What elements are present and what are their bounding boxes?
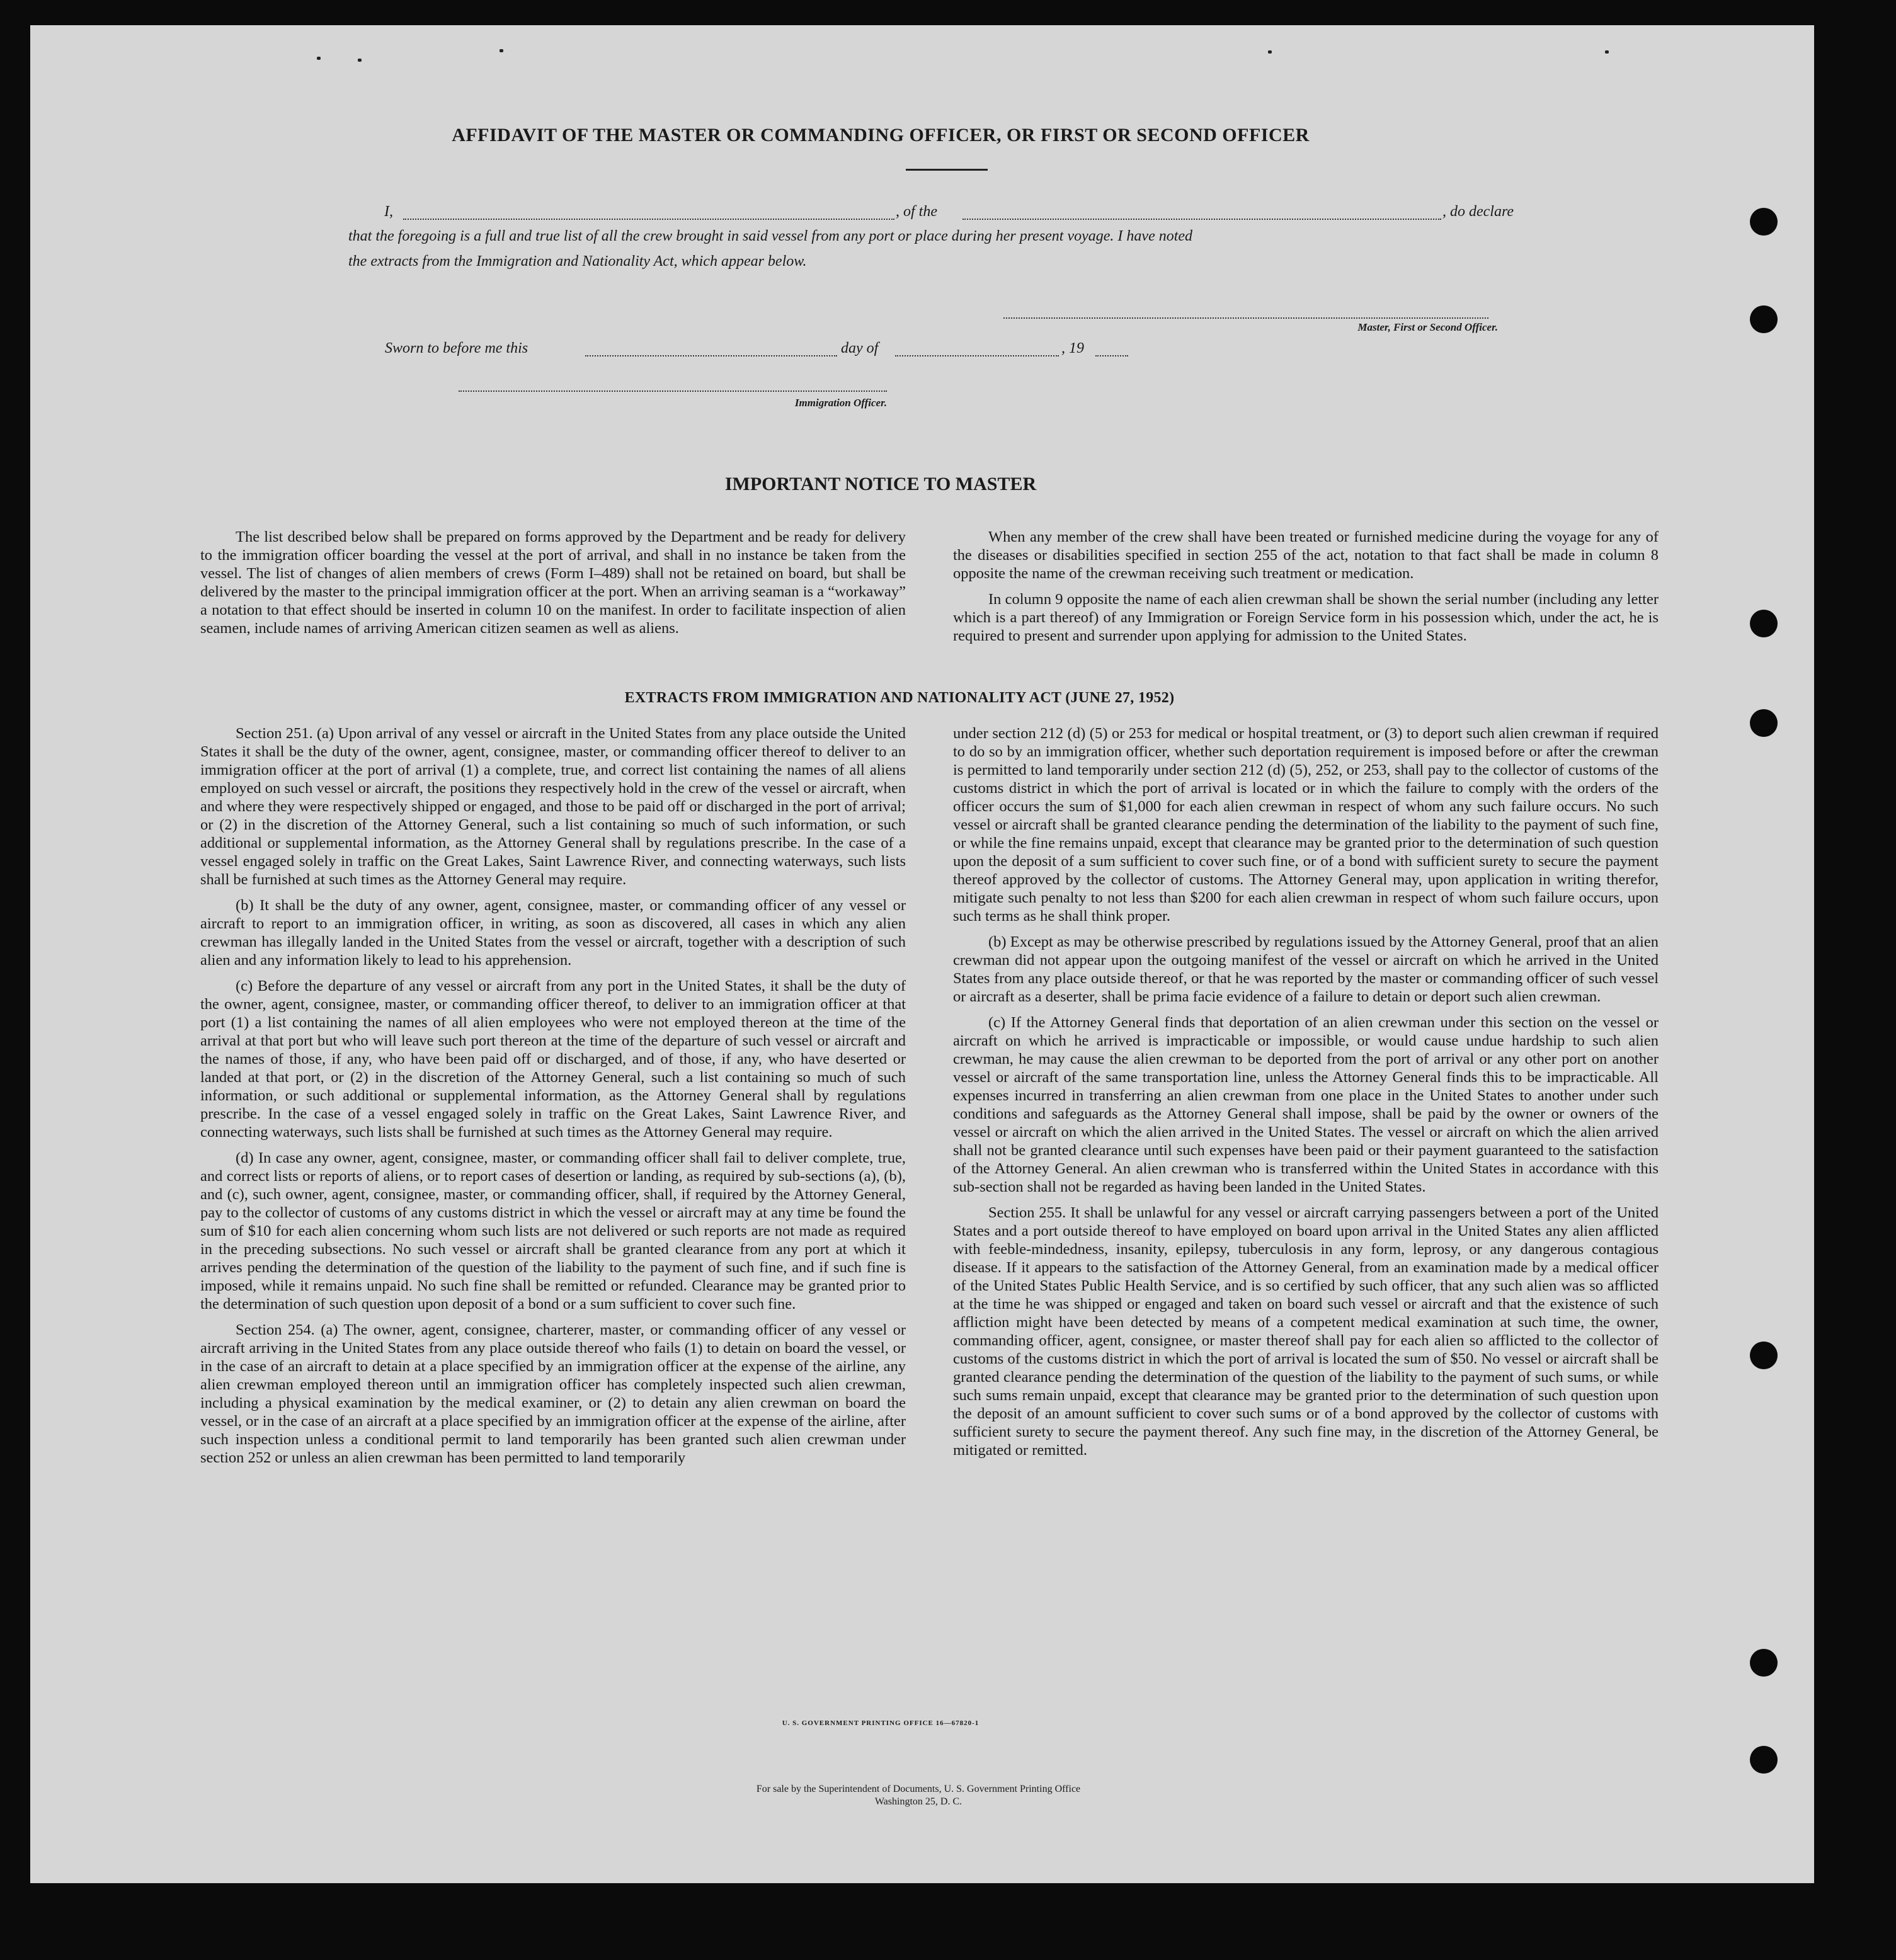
title-underline — [906, 169, 988, 171]
section-254-a: Section 254. (a) The owner, agent, consignee, charterer, master, or commanding officer of any vessel or aircraft arriving in the United States from any place outside thereof who fails (1) to detain on board the vessel, or in the case of an aircraft to detain at a place specified by an immigration officer at the expense of the airline, any alien crewman employed thereon until an immigration officer has completely inspected such alien crewman, including a physical examination by the medical examiner, or (2) to detain any alien crewman on board the vessel, or in the case of an aircraft at a place specified by an immigration officer at the expense of the airline, after such inspection unless a conditional permit to land temporarily has been granted such alien crewman under section 252 or unless an alien crewman has been permitted to land temporarily — [200, 1321, 906, 1466]
form-page — [30, 25, 1814, 1883]
notice-left-column — [200, 528, 906, 637]
section-254-b: (b) Except as may be otherwise prescribed by regulations issued by the Attorney General, proof that an alien crewman did not appear upon the outgoing manifest of the vessel or aircraft on which he arrived in the United States from any place outside thereof, or that he was reported by the master or commanding officer of such vessel or aircraft as a deserter, shall be prima facie evidence of a failure to detain or deport such alien crewman. — [953, 933, 1659, 1005]
declaration-line-3: the extracts from the Immigration and Nationality Act, which appear below. — [348, 253, 807, 270]
section-254-a-continued: under section 212 (d) (5) or 253 for medical or hospital treatment, or (3) to deport such alien crewman if required to do so by an immigration officer, whether such deportation requirement is imposed before or after the crewman is permitted to land temporarily under section 212 (d) (5), 252, or 253, shall pay to the collector of customs of the customs district in which the port of arrival is located or in which the failure to comply with the orders of the officer occurs the sum of $1,000 for each alien crewman in respect of whom any such failure occurs. No such vessel or aircraft shall be granted clearance pending the determination of the liability to the payment of such fine, or while the fine remains unpaid, except that clearance may be granted prior to the determination of such question upon the deposit of a sum sufficient to cover such fine, or of a bond with sufficient surety to secure the payment thereof approved by the collector of customs. The Attorney General may, upon application in writing therefor, mitigate such penalty to not less than $200 for each alien crewman in respect of whom such failure occurs, upon such terms as he shall think proper. — [953, 725, 1659, 925]
punch-hole — [1750, 1649, 1778, 1677]
extracts-right-column — [953, 724, 1659, 1459]
section-254-c: (c) If the Attorney General finds that deportation of an alien crewman under this section on the vessel or aircraft on which he arrived is impracticable or impossible, or would cause undue hardship to such alien crewman, he may cause the alien crewman to be deported from the port of arrival or any other port on another vessel or aircraft of the same transportation line, unless the Attorney General finds this to be impracticable. All expenses incurred in transferring an alien crewman from one place in the United States to another under such conditions and safeguards as the Attorney General shall impose, shall be paid by the owner or owners of the vessel or aircraft on which the alien arrived in the United States. The vessel or aircraft on which the alien arrived shall not be granted clearance until such expenses have been paid or their payment guaranteed to the satisfaction of the Attorney General. An alien crewman who is transferred within the United States in accordance with this sub-section shall not be regarded as having been landed in the United States. — [953, 1014, 1659, 1195]
notice-right-column — [953, 528, 1659, 645]
for-sale-line-1: For sale by the Superintendent of Documents, U. S. Government Printing Office — [756, 1784, 1081, 1794]
extracts-left-column — [200, 724, 906, 1467]
sworn-month-field[interactable] — [895, 355, 1059, 356]
master-signature-caption: Master, First or Second Officer. — [1357, 321, 1498, 333]
vessel-field[interactable] — [962, 219, 1441, 220]
master-signature-line[interactable] — [1003, 316, 1488, 319]
section-251-b: (b) It shall be the duty of any owner, agent, consignee, master, or commanding officer of any vessel or aircraft to report to an immigration officer, in writing, as soon as discovered, all cases in which any alien crewman has illegally landed in the United States from the vessel or aircraft, together with a description of such alien and any information likely to lead to his apprehension. — [200, 897, 906, 969]
punch-hole — [1750, 1342, 1778, 1369]
punch-hole — [1750, 610, 1778, 637]
extracts-title: EXTRACTS FROM IMMIGRATION AND NATIONALITY ACT (JUNE 27, 1952) — [624, 690, 1175, 706]
printing-office-mark: U. S. GOVERNMENT PRINTING OFFICE 16—67820-1 — [782, 1719, 979, 1727]
affidavit-title: AFFIDAVIT OF THE MASTER OR COMMANDING OFFICER, OR FIRST OR SECOND OFFICER — [452, 125, 1310, 145]
punch-hole — [1750, 208, 1778, 236]
immigration-officer-signature-line[interactable] — [459, 390, 887, 392]
declaration-i: I, — [384, 203, 393, 220]
punch-hole — [1750, 1746, 1778, 1774]
punch-hole — [1750, 305, 1778, 333]
notice-right-paragraph-2: In column 9 opposite the name of each alien crewman shall be shown the serial number (including any letter which is a part thereof) of any Immigration or Foreign Service form in his possession which, under the act, he is required to present and surrender upon applying for admission to the United States. — [953, 591, 1659, 644]
scan-speck — [1605, 50, 1609, 54]
scan-speck — [317, 57, 321, 60]
declaration-line-2: that the foregoing is a full and true list of all the crew brought in said vessel from any port or place during her present voyage. I have noted — [348, 228, 1193, 244]
section-251-d: (d) In case any owner, agent, consignee, master, or commanding officer shall fail to deliver complete, true, and correct lists or reports of aliens, or to report cases of desertion or landing, as required by sub-sections (a), (b), and (c), such owner, agent, consignee, master, or commanding officer, shall, if required by the Attorney General, pay to the collector of customs of any customs district in which the vessel or aircraft may at any time be found the sum of $10 for each alien concerning whom such lists are not delivered or such reports are not made as required in the preceding subsections. No such vessel or aircraft shall be granted clearance from any port at which it arrives pending the determination of the question of the liability to the payment of such fine, and if such fine is imposed, while it remains unpaid. No such fine shall be remitted or refunded. Clearance may be granted prior to the determination of such question upon deposit of a bond or a sum sufficient to cover such fine. — [200, 1149, 906, 1313]
scan-speck — [1268, 50, 1272, 54]
sworn-prefix: Sworn to before me this — [385, 340, 528, 356]
scan-speck — [500, 49, 503, 52]
notice-right-paragraph-1: When any member of the crew shall have been treated or furnished medicine during the voyage for any of the diseases or disabilities specified in section 255 of the act, notation to that fact shall be made in column 8 opposite the name of the crewman receiving such treatment or medication. — [953, 528, 1659, 582]
punch-hole — [1750, 709, 1778, 737]
declaration-line-1 — [384, 203, 1531, 224]
for-sale-line-2: Washington 25, D. C. — [874, 1796, 962, 1807]
declaration-do-declare: , do declare — [1442, 203, 1514, 220]
section-251-a: Section 251. (a) Upon arrival of any vessel or aircraft in the United States from any place outside the United States it shall be the duty of the owner, agent, consignee, master, or commanding officer thereof to deliver to an immigration officer at the port of arrival (1) a complete, true, and correct list containing the names of all aliens employed on such vessel or aircraft, the positions they respectively hold in the crew of the vessel or aircraft, when and where they were respectively shipped or engaged, and those to be paid off or discharged in the port of arrival; or (2) in the discretion of the Attorney General, such a list containing so much of such information, or such additional or supplemental information, as the Attorney General shall by regulations prescribe. In the case of a vessel engaged solely in traffic on the Great Lakes, Saint Lawrence River, and connecting waterways, such lists shall be furnished at such times as the Attorney General may require. — [200, 725, 906, 888]
scan-speck — [358, 59, 362, 62]
section-251-c: (c) Before the departure of any vessel or aircraft from any port in the United States, it shall be the duty of the owner, agent, consignee, master, or commanding officer thereof, to deliver to an immigration officer at that port (1) a list containing the names of all alien employees who were not employed thereon at the time of the arrival at that port but who will leave such port thereon at the time of the departure of such vessel or aircraft and the names of those, if any, who have been paid off or discharged, and of those, if any, who have deserted or landed at that port, or (2) in the discretion of the Attorney General, such a list containing so much of such information, or such additional or supplemental information, as the Attorney General shall by regulations prescribe. In the case of a vessel engaged solely in traffic on the Great Lakes, Saint Lawrence River, and connecting waterways, such lists shall be furnished at such times as the Attorney General may require. — [200, 977, 906, 1141]
sworn-year: , 19 — [1061, 340, 1084, 356]
name-field[interactable] — [403, 219, 894, 220]
sworn-day-field[interactable] — [585, 355, 837, 356]
sworn-year-field[interactable] — [1095, 355, 1128, 356]
sworn-line — [385, 340, 1267, 360]
declaration-of-the: , of the — [896, 203, 937, 220]
section-255: Section 255. It shall be unlawful for any vessel or aircraft carrying passengers between a port of the United States and a port outside thereof to have employed on board upon arrival in the United States any alien afflicted with feeble-mindedness, insanity, epilepsy, tuberculosis in any form, leprosy, or any dangerous contagious disease. If it appears to the satisfaction of the Attorney General, from an examination made by a medical officer of the United States Public Health Service, and is so certified by such officer, that any such alien was so afflicted at the time he was shipped or engaged and taken on board such vessel or aircraft and that the existence of such affliction might have been detected by means of a competent medical examination at such time, the owner, commanding officer, agent, consignee, or master thereof shall pay for each alien so afflicted to the collector of customs of the customs district in which the port of arrival is located the sum of $50. No vessel or aircraft shall be granted clearance pending the determination of the question of the liability to the payment of such sums, or while such sums remain unpaid, except that clearance may be granted prior to the determination of such question upon the deposit of an amount sufficient to cover such sums or of a bond approved by the collector of customs with sufficient surety to secure the payment thereof. Any such fine may, in the discretion of the Attorney General, be mitigated or remitted. — [953, 1204, 1659, 1459]
sworn-day-of: day of — [841, 340, 879, 356]
notice-title: IMPORTANT NOTICE TO MASTER — [724, 474, 1037, 494]
immigration-officer-caption: Immigration Officer. — [794, 397, 887, 409]
notice-left-paragraph: The list described below shall be prepared on forms approved by the Department and be ready for delivery to the immigration officer boarding the vessel at the port of arrival, and shall in no instance be taken from the vessel. The list of changes of alien members of crews (Form I–489) shall not be retained on board, but shall be delivered by the master to the principal immigration officer at the port. When an arriving seaman is a “workaway” a notation to that effect should be inserted in column 10 on the manifest. In order to facilitate inspection of alien seamen, include names of arriving American citizen seamen as well as aliens. — [200, 528, 906, 637]
